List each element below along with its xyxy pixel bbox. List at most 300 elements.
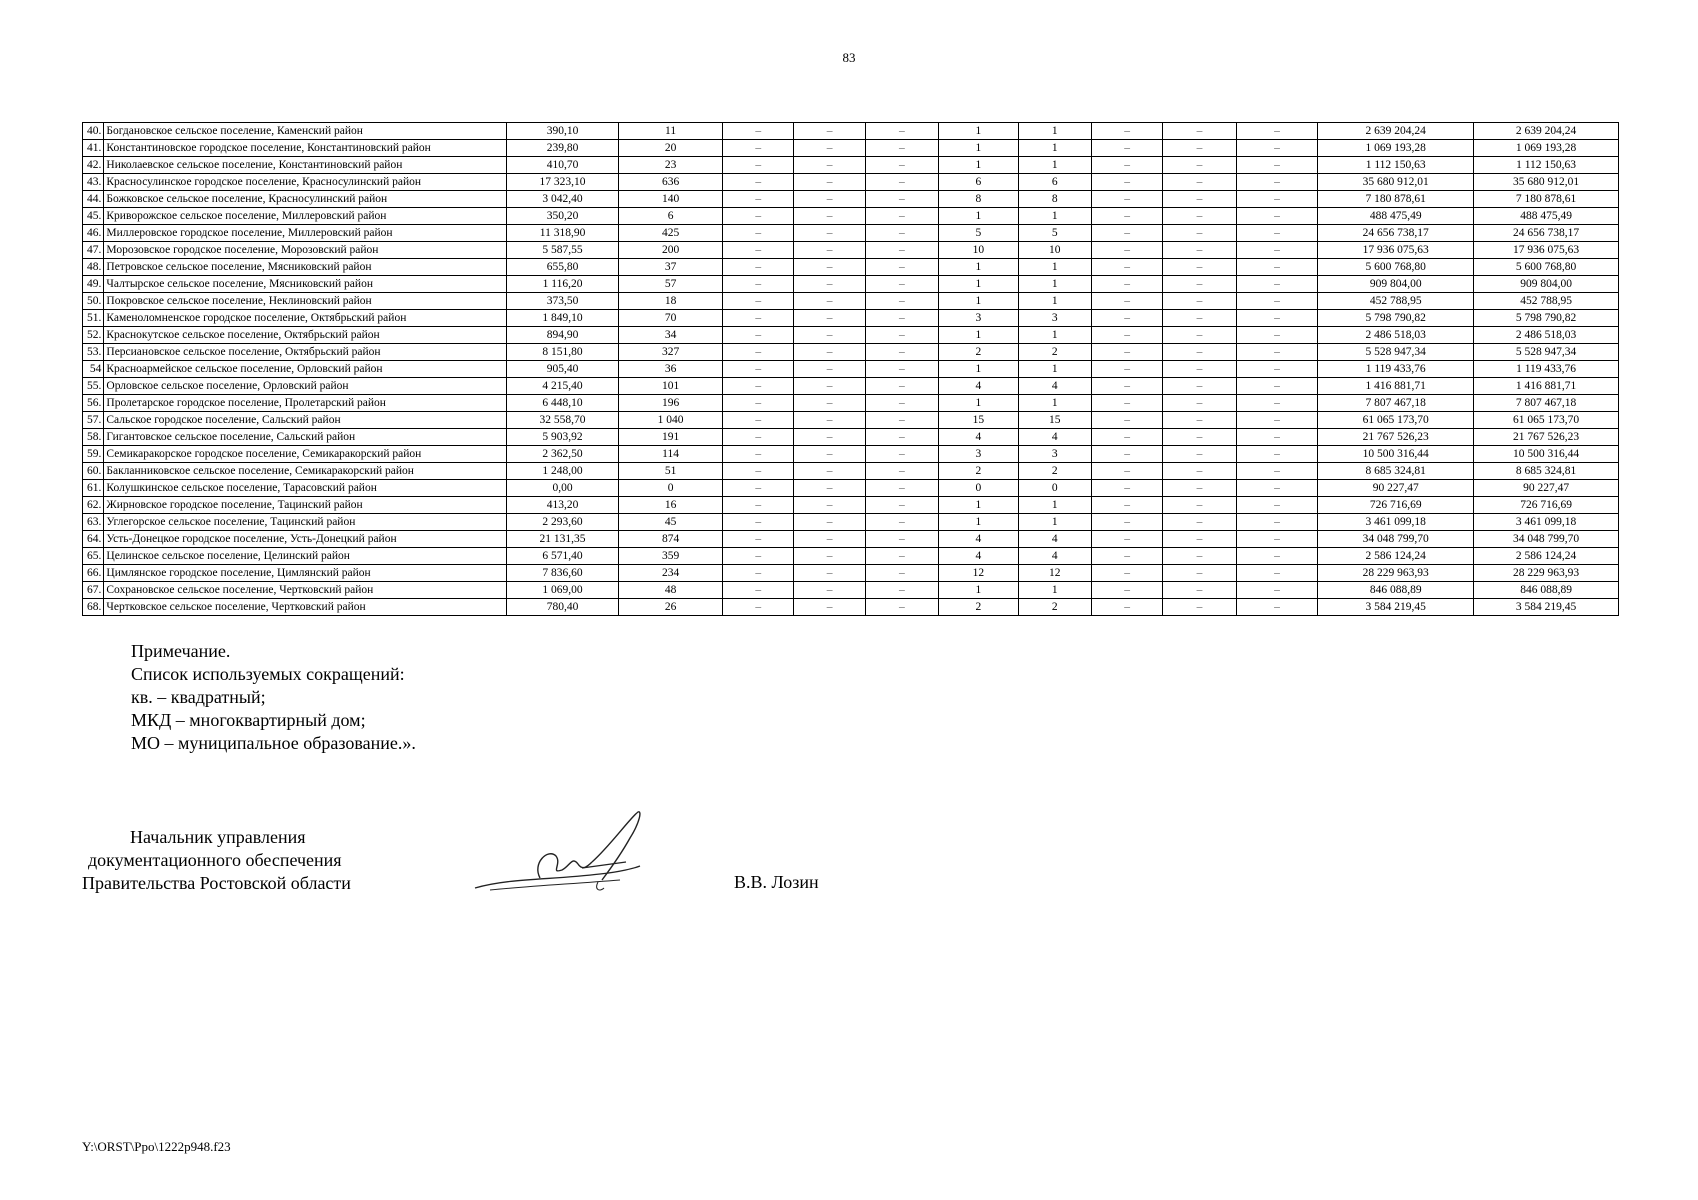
- dash-cell: –: [865, 463, 938, 480]
- note-line: МО – муниципальное образование.».: [131, 733, 416, 753]
- row-number: 47.: [83, 242, 104, 259]
- row-number: 45.: [83, 208, 104, 225]
- settlement-name: Петровское сельское поселение, Мясниковский район: [104, 259, 507, 276]
- count-cell: 2: [939, 463, 1019, 480]
- count-cell: 10: [939, 242, 1019, 259]
- dash-cell: –: [1163, 123, 1236, 140]
- row-number: 61.: [83, 480, 104, 497]
- sum-cell: 7 180 878,61: [1474, 191, 1619, 208]
- dash-cell: –: [794, 225, 865, 242]
- row-number: 57.: [83, 412, 104, 429]
- dash-cell: –: [1091, 259, 1162, 276]
- settlements-table: [82, 122, 1619, 616]
- dash-cell: –: [1091, 531, 1162, 548]
- settlement-name: Покровское сельское поселение, Неклиновский район: [104, 293, 507, 310]
- area-cell: 390,10: [506, 123, 618, 140]
- count-cell: 1: [939, 123, 1019, 140]
- dash-cell: –: [723, 123, 794, 140]
- sum-cell: 17 936 075,63: [1318, 242, 1474, 259]
- area-cell: 410,70: [506, 157, 618, 174]
- people-cell: 1 040: [619, 412, 723, 429]
- sum-cell: 7 807 467,18: [1318, 395, 1474, 412]
- dash-cell: –: [723, 599, 794, 616]
- sum-cell: 452 788,95: [1474, 293, 1619, 310]
- dash-cell: –: [1163, 480, 1236, 497]
- dash-cell: –: [723, 242, 794, 259]
- table-row: [83, 429, 1619, 446]
- count-cell: 1: [1018, 140, 1091, 157]
- dash-cell: –: [794, 548, 865, 565]
- sum-cell: 2 639 204,24: [1318, 123, 1474, 140]
- dash-cell: –: [794, 310, 865, 327]
- dash-cell: –: [794, 174, 865, 191]
- dash-cell: –: [1163, 395, 1236, 412]
- people-cell: 16: [619, 497, 723, 514]
- people-cell: 191: [619, 429, 723, 446]
- dash-cell: –: [865, 548, 938, 565]
- dash-cell: –: [1091, 123, 1162, 140]
- dash-cell: –: [1091, 242, 1162, 259]
- row-number: 46.: [83, 225, 104, 242]
- people-cell: 34: [619, 327, 723, 344]
- table-row: [83, 208, 1619, 225]
- row-number: 56.: [83, 395, 104, 412]
- dash-cell: –: [1236, 378, 1318, 395]
- sum-cell: 17 936 075,63: [1474, 242, 1619, 259]
- count-cell: 1: [1018, 259, 1091, 276]
- row-number: 49.: [83, 276, 104, 293]
- dash-cell: –: [723, 174, 794, 191]
- dash-cell: –: [1236, 174, 1318, 191]
- dash-cell: –: [723, 531, 794, 548]
- dash-cell: –: [865, 276, 938, 293]
- people-cell: 20: [619, 140, 723, 157]
- settlement-name: Орловское сельское поселение, Орловский район: [104, 378, 507, 395]
- sum-cell: 61 065 173,70: [1318, 412, 1474, 429]
- dash-cell: –: [1163, 225, 1236, 242]
- count-cell: 1: [1018, 276, 1091, 293]
- count-cell: 3: [939, 310, 1019, 327]
- note-section: [131, 640, 416, 755]
- dash-cell: –: [723, 344, 794, 361]
- row-number: 42.: [83, 157, 104, 174]
- area-cell: 2 362,50: [506, 446, 618, 463]
- dash-cell: –: [723, 514, 794, 531]
- dash-cell: –: [865, 140, 938, 157]
- dash-cell: –: [1091, 208, 1162, 225]
- count-cell: 15: [939, 412, 1019, 429]
- dash-cell: –: [723, 259, 794, 276]
- count-cell: 1: [1018, 123, 1091, 140]
- count-cell: 1: [1018, 582, 1091, 599]
- people-cell: 18: [619, 293, 723, 310]
- people-cell: 37: [619, 259, 723, 276]
- sum-cell: 5 528 947,34: [1318, 344, 1474, 361]
- settlement-name: Красноармейское сельское поселение, Орловский район: [104, 361, 507, 378]
- table-row: [83, 531, 1619, 548]
- area-cell: 8 151,80: [506, 344, 618, 361]
- dash-cell: –: [865, 157, 938, 174]
- sum-cell: 1 112 150,63: [1318, 157, 1474, 174]
- dash-cell: –: [723, 429, 794, 446]
- sum-cell: 5 798 790,82: [1318, 310, 1474, 327]
- dash-cell: –: [794, 429, 865, 446]
- dash-cell: –: [1091, 599, 1162, 616]
- dash-cell: –: [865, 293, 938, 310]
- sum-cell: 10 500 316,44: [1318, 446, 1474, 463]
- position-line-1: Начальник управления: [130, 827, 306, 847]
- page-number: 83: [842, 50, 856, 65]
- count-cell: 1: [939, 514, 1019, 531]
- position-line-2: документационного обеспечения: [88, 850, 342, 870]
- row-number: 54: [83, 361, 104, 378]
- dash-cell: –: [1163, 344, 1236, 361]
- count-cell: 1: [939, 582, 1019, 599]
- table-row: [83, 140, 1619, 157]
- dash-cell: –: [1236, 531, 1318, 548]
- people-cell: 26: [619, 599, 723, 616]
- settlement-name: Чертковское сельское поселение, Чертковский район: [104, 599, 507, 616]
- dash-cell: –: [794, 123, 865, 140]
- dash-cell: –: [1091, 548, 1162, 565]
- dash-cell: –: [723, 293, 794, 310]
- dash-cell: –: [1163, 599, 1236, 616]
- dash-cell: –: [1236, 565, 1318, 582]
- sum-cell: 90 227,47: [1318, 480, 1474, 497]
- dash-cell: –: [1236, 225, 1318, 242]
- sum-cell: 1 119 433,76: [1474, 361, 1619, 378]
- count-cell: 3: [1018, 446, 1091, 463]
- dash-cell: –: [1091, 429, 1162, 446]
- table-row: [83, 565, 1619, 582]
- sum-cell: 7 180 878,61: [1318, 191, 1474, 208]
- row-number: 59.: [83, 446, 104, 463]
- dash-cell: –: [1163, 446, 1236, 463]
- sum-cell: 1 112 150,63: [1474, 157, 1619, 174]
- sum-cell: 909 804,00: [1318, 276, 1474, 293]
- dash-cell: –: [1091, 157, 1162, 174]
- table-row: [83, 242, 1619, 259]
- dash-cell: –: [865, 344, 938, 361]
- dash-cell: –: [865, 242, 938, 259]
- dash-cell: –: [1091, 174, 1162, 191]
- area-cell: 4 215,40: [506, 378, 618, 395]
- table-row: [83, 344, 1619, 361]
- count-cell: 0: [1018, 480, 1091, 497]
- dash-cell: –: [1091, 446, 1162, 463]
- sum-cell: 2 586 124,24: [1474, 548, 1619, 565]
- dash-cell: –: [723, 361, 794, 378]
- dash-cell: –: [1091, 276, 1162, 293]
- count-cell: 1: [1018, 361, 1091, 378]
- sum-cell: 1 069 193,28: [1318, 140, 1474, 157]
- sum-cell: 452 788,95: [1318, 293, 1474, 310]
- count-cell: 2: [1018, 344, 1091, 361]
- dash-cell: –: [723, 310, 794, 327]
- dash-cell: –: [1236, 191, 1318, 208]
- sum-cell: 34 048 799,70: [1318, 531, 1474, 548]
- row-number: 43.: [83, 174, 104, 191]
- sum-cell: 61 065 173,70: [1474, 412, 1619, 429]
- table-row: [83, 327, 1619, 344]
- dash-cell: –: [723, 191, 794, 208]
- dash-cell: –: [1163, 378, 1236, 395]
- settlement-name: Краснокутское сельское поселение, Октябрьский район: [104, 327, 507, 344]
- count-cell: 2: [1018, 463, 1091, 480]
- table-row: [83, 276, 1619, 293]
- dash-cell: –: [794, 191, 865, 208]
- row-number: 65.: [83, 548, 104, 565]
- count-cell: 1: [939, 208, 1019, 225]
- count-cell: 4: [939, 548, 1019, 565]
- table-row: [83, 361, 1619, 378]
- note-line: МКД – многоквартирный дом;: [131, 710, 366, 730]
- table-row: [83, 395, 1619, 412]
- count-cell: 4: [1018, 429, 1091, 446]
- dash-cell: –: [1091, 514, 1162, 531]
- dash-cell: –: [865, 225, 938, 242]
- count-cell: 3: [939, 446, 1019, 463]
- settlement-name: Красносулинское городское поселение, Красносулинский район: [104, 174, 507, 191]
- dash-cell: –: [723, 548, 794, 565]
- dash-cell: –: [794, 480, 865, 497]
- dash-cell: –: [1163, 548, 1236, 565]
- area-cell: 2 293,60: [506, 514, 618, 531]
- count-cell: 1: [1018, 208, 1091, 225]
- settlement-name: Сальское городское поселение, Сальский район: [104, 412, 507, 429]
- sum-cell: 488 475,49: [1474, 208, 1619, 225]
- count-cell: 4: [939, 378, 1019, 395]
- table-row: [83, 463, 1619, 480]
- dash-cell: –: [794, 140, 865, 157]
- people-cell: 359: [619, 548, 723, 565]
- row-number: 52.: [83, 327, 104, 344]
- table-row: [83, 191, 1619, 208]
- sum-cell: 28 229 963,93: [1318, 565, 1474, 582]
- dash-cell: –: [1091, 463, 1162, 480]
- dash-cell: –: [865, 497, 938, 514]
- sum-cell: 24 656 738,17: [1318, 225, 1474, 242]
- dash-cell: –: [865, 361, 938, 378]
- dash-cell: –: [1091, 327, 1162, 344]
- table-row: [83, 412, 1619, 429]
- area-cell: 780,40: [506, 599, 618, 616]
- dash-cell: –: [1091, 412, 1162, 429]
- settlement-name: Гигантовское сельское поселение, Сальский район: [104, 429, 507, 446]
- dash-cell: –: [723, 140, 794, 157]
- dash-cell: –: [865, 395, 938, 412]
- dash-cell: –: [865, 191, 938, 208]
- people-cell: 200: [619, 242, 723, 259]
- position-line-3: Правительства Ростовской области: [82, 873, 351, 893]
- dash-cell: –: [1236, 242, 1318, 259]
- table-row: [83, 259, 1619, 276]
- dash-cell: –: [865, 310, 938, 327]
- note-line: кв. – квадратный;: [131, 687, 266, 707]
- sum-cell: 1 119 433,76: [1318, 361, 1474, 378]
- count-cell: 1: [939, 497, 1019, 514]
- area-cell: 350,20: [506, 208, 618, 225]
- row-number: 68.: [83, 599, 104, 616]
- people-cell: 874: [619, 531, 723, 548]
- table-row: [83, 582, 1619, 599]
- table-row: [83, 446, 1619, 463]
- people-cell: 6: [619, 208, 723, 225]
- row-number: 60.: [83, 463, 104, 480]
- sum-cell: 7 807 467,18: [1474, 395, 1619, 412]
- row-number: 62.: [83, 497, 104, 514]
- area-cell: 413,20: [506, 497, 618, 514]
- people-cell: 0: [619, 480, 723, 497]
- people-cell: 11: [619, 123, 723, 140]
- signatory-position: [82, 826, 351, 895]
- dash-cell: –: [794, 497, 865, 514]
- sum-cell: 909 804,00: [1474, 276, 1619, 293]
- count-cell: 4: [1018, 531, 1091, 548]
- dash-cell: –: [794, 531, 865, 548]
- area-cell: 5 903,92: [506, 429, 618, 446]
- table-row: [83, 497, 1619, 514]
- dash-cell: –: [1091, 497, 1162, 514]
- dash-cell: –: [723, 395, 794, 412]
- table-row: [83, 480, 1619, 497]
- sum-cell: 24 656 738,17: [1474, 225, 1619, 242]
- settlement-name: Морозовское городское поселение, Морозовский район: [104, 242, 507, 259]
- dash-cell: –: [1236, 463, 1318, 480]
- dash-cell: –: [1163, 174, 1236, 191]
- area-cell: 6 448,10: [506, 395, 618, 412]
- count-cell: 2: [939, 344, 1019, 361]
- people-cell: 48: [619, 582, 723, 599]
- dash-cell: –: [1163, 412, 1236, 429]
- dash-cell: –: [723, 480, 794, 497]
- sum-cell: 10 500 316,44: [1474, 446, 1619, 463]
- table-row: [83, 157, 1619, 174]
- dash-cell: –: [1163, 157, 1236, 174]
- area-cell: 5 587,55: [506, 242, 618, 259]
- count-cell: 1: [1018, 327, 1091, 344]
- dash-cell: –: [794, 378, 865, 395]
- dash-cell: –: [865, 582, 938, 599]
- settlement-name: Семикаракорское городское поселение, Семикаракорский район: [104, 446, 507, 463]
- dash-cell: –: [1236, 123, 1318, 140]
- count-cell: 4: [939, 531, 1019, 548]
- area-cell: 1 116,20: [506, 276, 618, 293]
- people-cell: 70: [619, 310, 723, 327]
- sum-cell: 846 088,89: [1474, 582, 1619, 599]
- area-cell: 894,90: [506, 327, 618, 344]
- dash-cell: –: [1091, 293, 1162, 310]
- sum-cell: 35 680 912,01: [1318, 174, 1474, 191]
- dash-cell: –: [1236, 293, 1318, 310]
- sum-cell: 488 475,49: [1318, 208, 1474, 225]
- dash-cell: –: [1163, 429, 1236, 446]
- settlement-name: Константиновское городское поселение, Константиновский район: [104, 140, 507, 157]
- count-cell: 4: [939, 429, 1019, 446]
- dash-cell: –: [1236, 599, 1318, 616]
- area-cell: 17 323,10: [506, 174, 618, 191]
- sum-cell: 5 600 768,80: [1318, 259, 1474, 276]
- dash-cell: –: [1236, 582, 1318, 599]
- count-cell: 8: [939, 191, 1019, 208]
- area-cell: 7 836,60: [506, 565, 618, 582]
- dash-cell: –: [1236, 310, 1318, 327]
- dash-cell: –: [794, 327, 865, 344]
- sum-cell: 2 639 204,24: [1474, 123, 1619, 140]
- dash-cell: –: [1091, 140, 1162, 157]
- settlement-name: Цимлянское городское поселение, Цимлянский район: [104, 565, 507, 582]
- count-cell: 12: [939, 565, 1019, 582]
- dash-cell: –: [723, 208, 794, 225]
- table-row: [83, 123, 1619, 140]
- area-cell: 3 042,40: [506, 191, 618, 208]
- count-cell: 2: [1018, 599, 1091, 616]
- dash-cell: –: [1236, 548, 1318, 565]
- sum-cell: 34 048 799,70: [1474, 531, 1619, 548]
- row-number: 50.: [83, 293, 104, 310]
- dash-cell: –: [865, 123, 938, 140]
- settlement-name: Криворожское сельское поселение, Миллеровский район: [104, 208, 507, 225]
- row-number: 55.: [83, 378, 104, 395]
- dash-cell: –: [1236, 140, 1318, 157]
- dash-cell: –: [865, 174, 938, 191]
- count-cell: 6: [939, 174, 1019, 191]
- dash-cell: –: [1163, 242, 1236, 259]
- dash-cell: –: [865, 429, 938, 446]
- settlement-name: Чалтырское сельское поселение, Мясниковский район: [104, 276, 507, 293]
- dash-cell: –: [794, 157, 865, 174]
- dash-cell: –: [794, 344, 865, 361]
- people-cell: 327: [619, 344, 723, 361]
- sum-cell: 3 461 099,18: [1318, 514, 1474, 531]
- count-cell: 1: [939, 140, 1019, 157]
- area-cell: 6 571,40: [506, 548, 618, 565]
- dash-cell: –: [1163, 463, 1236, 480]
- handwritten-signature: [470, 808, 680, 898]
- dash-cell: –: [1236, 259, 1318, 276]
- sum-cell: 2 486 518,03: [1474, 327, 1619, 344]
- count-cell: 1: [1018, 497, 1091, 514]
- dash-cell: –: [1091, 225, 1162, 242]
- dash-cell: –: [1091, 378, 1162, 395]
- count-cell: 1: [1018, 157, 1091, 174]
- dash-cell: –: [794, 582, 865, 599]
- file-path: Y:\ORST\Ppo\1222p948.f23: [82, 1139, 231, 1154]
- settlement-name: Миллеровское городское поселение, Миллеровский район: [104, 225, 507, 242]
- area-cell: 21 131,35: [506, 531, 618, 548]
- dash-cell: –: [865, 378, 938, 395]
- dash-cell: –: [723, 497, 794, 514]
- area-cell: 373,50: [506, 293, 618, 310]
- row-number: 48.: [83, 259, 104, 276]
- sum-cell: 21 767 526,23: [1474, 429, 1619, 446]
- dash-cell: –: [1091, 310, 1162, 327]
- count-cell: 4: [1018, 378, 1091, 395]
- count-cell: 0: [939, 480, 1019, 497]
- sum-cell: 8 685 324,81: [1318, 463, 1474, 480]
- settlement-name: Каменоломненское городское поселение, Октябрьский район: [104, 310, 507, 327]
- dash-cell: –: [1236, 480, 1318, 497]
- dash-cell: –: [1163, 191, 1236, 208]
- dash-cell: –: [723, 157, 794, 174]
- count-cell: 1: [939, 157, 1019, 174]
- dash-cell: –: [723, 582, 794, 599]
- dash-cell: –: [1163, 497, 1236, 514]
- sum-cell: 3 461 099,18: [1474, 514, 1619, 531]
- dash-cell: –: [794, 276, 865, 293]
- count-cell: 4: [1018, 548, 1091, 565]
- dash-cell: –: [865, 259, 938, 276]
